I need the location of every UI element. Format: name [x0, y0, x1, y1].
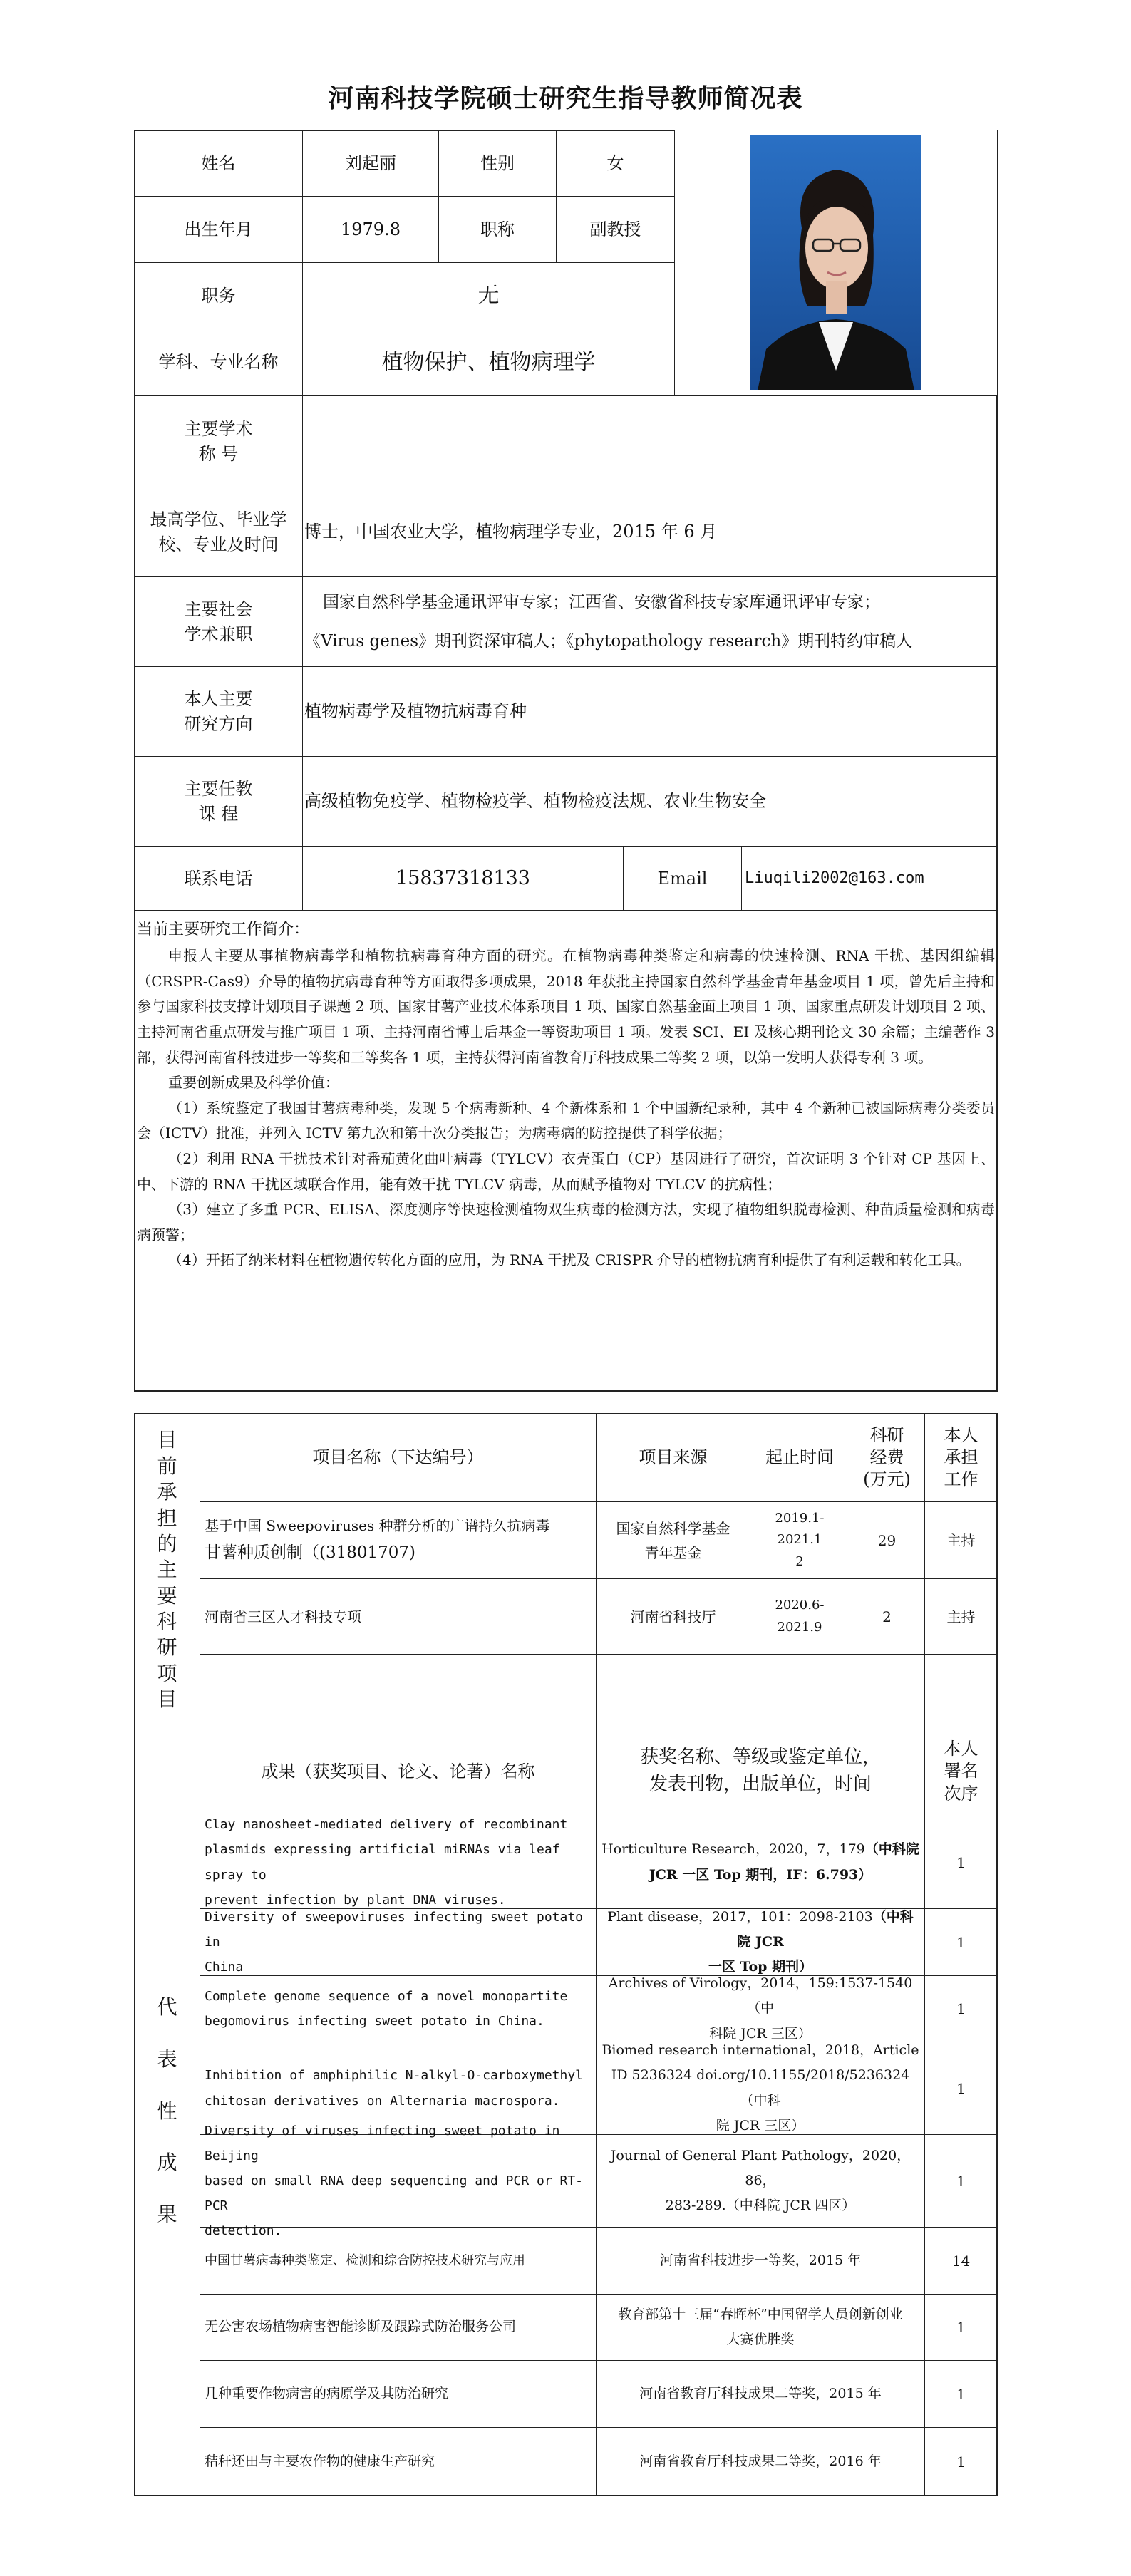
achievement-row-2-name-1: Diversity of sweepoviruses infecting sweet potato in	[205, 1909, 584, 1950]
projects-header-role-3: 工作	[944, 1469, 978, 1490]
gender-value: 女	[557, 130, 675, 197]
project-row-2-role: 主持	[925, 1579, 997, 1655]
project-row-1-role: 主持	[925, 1502, 997, 1579]
social-line-1: 国家自然科学基金通讯评审专家；江西省、安徽省科技专家库通讯评审专家；	[323, 593, 880, 612]
project-row-3-name	[200, 1655, 597, 1727]
project-row-1-period	[750, 1502, 849, 1579]
achievements-side-label	[135, 1727, 200, 2495]
courses-label	[135, 757, 303, 847]
project-row-3-role	[925, 1655, 997, 1727]
projects-header-role-1: 本人	[944, 1424, 978, 1445]
achievements-side-char-4: 果	[157, 2203, 177, 2227]
projects-header-name: 项目名称（下达编号）	[200, 1414, 597, 1502]
achievement-row-9-rank: 1	[956, 2453, 966, 2471]
intro-paragraph-3: （1）系统鉴定了我国甘薯病毒种类，发现 5 个病毒新种、4 个新株系和 1 个中国新纪录种，其中 4 个新种已被国际病毒分类委员会（ICTV）批准，并列入 ICTV 第九次和第十次分类报告；为病毒病的防控提供了科学依据；	[137, 1099, 995, 1142]
duty-value: 无	[303, 263, 675, 329]
name-label: 姓名	[135, 130, 303, 197]
achievements-side-char-3: 成	[157, 2151, 177, 2175]
projects-header-funds-2: 经费	[869, 1447, 904, 1467]
project-row-1-funds: 29	[849, 1502, 925, 1579]
achievement-row-7-source-1: 教育部第十三届“春晖杯”中国留学人员创新创业	[618, 2306, 903, 2322]
academic-title-value	[303, 396, 997, 487]
courses-label-2: 课 程	[198, 803, 239, 824]
degree-label-1: 最高学位、毕业学	[150, 509, 287, 529]
project-row-3-source	[597, 1655, 750, 1727]
achievement-row-2-source-1: Plant disease，2017，101：2098-2103	[607, 1908, 873, 1925]
achievement-row-7-rank: 1	[925, 2295, 997, 2361]
projects-side-char-7: 科	[157, 1610, 177, 1634]
name-value: 刘起丽	[303, 130, 439, 197]
achievement-row-4-source-3: 院 JCR 三区）	[716, 2117, 805, 2133]
document-title: 河南科技学院硕士研究生指导教师简况表	[328, 83, 803, 113]
achievement-row-9-source: 河南省教育厅科技成果二等奖，2016 年	[597, 2428, 925, 2495]
social-line-2: 《Virus genes》期刊资深审稿人；《phytopathology research》期刊特约审稿人	[304, 631, 913, 651]
project-row-2-source: 河南省科技厅	[597, 1579, 750, 1655]
achievement-row-4-source-1: Biomed research international，2018，Article	[601, 2042, 919, 2059]
discipline-label: 学科、专业名称	[135, 329, 303, 396]
portrait-photo	[750, 135, 921, 390]
achievement-row-1-rank: 1	[925, 1816, 997, 1909]
courses-value: 高级植物免疫学、植物检疫学、植物检疫法规、农业生物安全	[303, 757, 997, 847]
intro-paragraph-1: 申报人主要从事植物病毒学和植物抗病毒育种方面的研究。在植物病毒种类鉴定和病毒的快速检测、RNA 干扰、基因组编辑（CRSPR-Cas9）介导的植物抗病毒育种等方面取得多项成果，2018 年获批主持国家自然科学基金青年基金项目 1 项，曾先后主持和参与国家科技支撑计划项目子课题 2 项、国家甘薯产业技术体系项目 1 项、国家自然基金面上项目 1 项、国家重点研发计划项目 2 项、主持河南省重点研发与推广项目 1 项、主持河南省博士后基金一等资助项目 1 项。发表 SCI、EI 及核心期刊论文 30 余篇；主编著作 3 部，获得河南省科技进步一等奖和三等奖各 1 项，主持获得河南省教育厅科技成果二等奖 2 项，以第一发明人获得专利 3 项。	[137, 947, 995, 1066]
achievements-side-char-1: 表	[157, 2047, 177, 2071]
achievements-side-char-2: 性	[157, 2099, 177, 2123]
achievement-row-2-rank: 1	[925, 1909, 997, 1976]
intro-section	[134, 913, 998, 1390]
projects-side-char-8: 研	[157, 1635, 177, 1660]
projects-side-char-4: 的	[157, 1531, 177, 1556]
achievement-row-8-name: 几种重要作物病害的病原学及其防治研究	[200, 2361, 597, 2428]
discipline-value: 植物保护、植物病理学	[303, 329, 675, 396]
achievement-row-2-source-line-1	[601, 1905, 920, 1955]
projects-header-source: 项目来源	[597, 1414, 750, 1502]
achievement-row-1-name-3: prevent infection by plant DNA viruses.	[205, 1892, 506, 1908]
degree-value: 博士，中国农业大学，植物病理学专业，2015 年 6 月	[303, 487, 997, 577]
project-row-2-funds: 2	[849, 1579, 925, 1655]
direction-label	[135, 667, 303, 757]
social-label-1: 主要社会	[184, 599, 253, 619]
projects-header-funds-3: (万元)	[863, 1469, 911, 1490]
achievement-row-3-rank: 1	[925, 1976, 997, 2042]
achievement-row-1-source-line-1	[601, 1837, 919, 1862]
birth-value: 1979.8	[303, 197, 439, 263]
projects-header-role	[925, 1414, 997, 1502]
achievement-row-3-name	[200, 1976, 597, 2042]
intro-paragraph-5: （3）建立了多重 PCR、ELISA、深度测序等快速检测植物双生病毒的检测方法，实现了植物组织脱毒检测、种苗质量检测和病毒病预警；	[137, 1201, 995, 1243]
birth-label: 出生年月	[135, 197, 303, 263]
achievement-row-7-name: 无公害农场植物病害智能诊断及跟踪式防治服务公司	[200, 2295, 597, 2361]
projects-side-char-2: 承	[157, 1480, 177, 1504]
achievements-header-source-2: 发表刊物，出版单位，时间	[649, 1774, 872, 1795]
achievements-side-char-0: 代	[157, 1995, 177, 2019]
achievement-row-6-source: 河南省科技进步一等奖，2015 年	[597, 2228, 925, 2295]
intro-paragraph-6: （4）开拓了纳米材料在植物遗传转化方面的应用，为 RNA 干扰及 CRISPR 介导的植物抗病育种提供了有利运载和转化工具。	[168, 1251, 971, 1269]
social-value	[303, 577, 997, 667]
degree-label-2: 校、专业及时间	[158, 534, 279, 554]
achievement-row-2-name-2: China	[205, 1960, 244, 1975]
academic-title-label-2: 称 号	[198, 443, 239, 464]
achievement-row-2-name	[200, 1909, 597, 1976]
pa-table-body	[135, 1414, 997, 2495]
phone-label: 联系电话	[135, 847, 303, 911]
project-row-1-period-1: 2019.1-2021.1	[775, 1510, 825, 1548]
email-value: Liuqili2002@163.com	[745, 869, 924, 888]
project-row-1-name-2: 甘薯种质创制（(31801707)	[205, 1543, 416, 1562]
achievements-header-name: 成果（获奖项目、论文、论著）名称	[200, 1727, 597, 1816]
social-label-2: 学术兼职	[184, 624, 253, 644]
achievement-row-7-source-2: 大赛优胜奖	[726, 2332, 795, 2347]
achievement-row-6-name: 中国甘薯病毒种类鉴定、检测和综合防控技术研究与应用	[200, 2228, 597, 2295]
intro-paragraph-4: （2）利用 RNA 干扰技术针对番茄黄化曲叶病毒（TYLCV）衣壳蛋白（CP）基因进行了研究，首次证明 3 个针对 CP 基因上、中、下游的 RNA 干扰区域联合作用，能有效干扰 TYLCV 病毒，从而赋予植物对 TYLCV 的抗病性；	[137, 1149, 995, 1193]
academic-title-label	[135, 396, 303, 487]
projects-side-char-10: 目	[157, 1687, 177, 1712]
projects-side-char-5: 主	[157, 1558, 177, 1582]
achievement-row-2-source	[597, 1909, 925, 1976]
courses-label-1: 主要任教	[184, 778, 253, 799]
project-row-1-period-2: 2	[795, 1553, 804, 1569]
achievement-row-1-name-2: plasmids expressing artificial miRNAs via leaf spray to	[205, 1842, 560, 1883]
projects-header-funds	[849, 1414, 925, 1502]
project-row-2-name: 河南省三区人才科技专项	[200, 1579, 597, 1655]
project-row-1-name-1: 基于中国 Sweepoviruses 种群分析的广谱持久抗病毒	[205, 1516, 550, 1534]
achievements-header-source-1: 获奖名称、等级或鉴定单位，	[639, 1747, 881, 1769]
achievement-row-3-source	[597, 1976, 925, 2042]
project-row-1-name	[200, 1502, 597, 1579]
intro-paragraph-2: 重要创新成果及科学价值：	[168, 1074, 339, 1092]
academic-title-label-1: 主要学术	[184, 418, 253, 439]
achievement-row-3-source-1: Archives of Virology，2014，159:1537-1540（中	[608, 1975, 913, 2017]
achievement-row-3-name-2: begomovirus infecting sweet potato in China.	[205, 2014, 544, 2029]
project-row-3-funds	[849, 1655, 925, 1727]
photo-cell	[675, 130, 997, 396]
achievement-row-6-rank: 14	[925, 2228, 997, 2295]
achievement-row-2-source-bold: （中科院 JCR	[737, 1908, 914, 1950]
profile-table-body	[135, 130, 997, 911]
project-row-1-source-2: 青年基金	[644, 1543, 702, 1561]
achievement-row-4-name-1: Inhibition of amphiphilic N-alkyl-O-carboxymethyl	[205, 2068, 584, 2084]
achievement-row-8-source: 河南省教育厅科技成果二等奖，2015 年	[597, 2361, 925, 2428]
achievement-row-1-source-2: JCR 一区 Top 期刊，IF：6.793）	[649, 1866, 872, 1883]
achievement-row-3-name-1: Complete genome sequence of a novel monopartite	[205, 1988, 568, 2004]
projects-side-char-1: 前	[157, 1454, 177, 1478]
achievement-row-7-source	[597, 2295, 925, 2361]
social-label	[135, 577, 303, 667]
projects-header-period: 起止时间	[750, 1414, 849, 1502]
projects-side-char-3: 担	[157, 1506, 177, 1530]
achievement-row-3-source-2: 科院 JCR 三区）	[709, 2025, 812, 2042]
achievement-row-5-source-1: Journal of General Plant Pathology，2020，86，	[610, 2147, 911, 2188]
achievement-row-1-name	[200, 1816, 597, 1909]
intro-heading: 当前主要研究工作简介：	[137, 921, 310, 938]
rank-value: 副教授	[557, 197, 675, 263]
project-row-1-source-1: 国家自然科学基金	[616, 1519, 730, 1537]
projects-side-char-0: 目	[157, 1428, 177, 1452]
achievements-header-rank-1: 本人	[944, 1739, 978, 1759]
gender-label: 性别	[439, 130, 557, 197]
project-row-3-period	[750, 1655, 849, 1727]
achievement-row-5-source-2: 283-289.（中科院 JCR 四区）	[665, 2198, 856, 2214]
phone-value: 15837318133	[303, 847, 624, 911]
rank-label: 职称	[439, 197, 557, 263]
projects-side-char-9: 项	[157, 1661, 177, 1685]
achievements-header-rank-2: 署名	[944, 1761, 978, 1781]
direction-label-1: 本人主要	[184, 688, 253, 709]
email-label: Email	[624, 847, 742, 911]
project-row-1-source	[597, 1502, 750, 1579]
duty-label: 职务	[135, 263, 303, 329]
projects-side-char-6: 要	[157, 1583, 177, 1608]
projects-side-label	[135, 1414, 200, 1727]
achievement-row-5-name	[200, 2123, 597, 2239]
achievement-row-4-name-2: chitosan derivatives on Alternaria macrospora.	[205, 2093, 560, 2109]
achievement-row-2-source-2: 一区 Top 期刊）	[708, 1959, 813, 1975]
projects-header-role-2: 承担	[944, 1447, 978, 1467]
project-row-2-period: 2020.6-2021.9	[750, 1579, 849, 1655]
achievement-row-8-rank: 1	[925, 2361, 997, 2428]
achievement-row-1-source	[597, 1816, 925, 1909]
direction-label-2: 研究方向	[184, 713, 253, 734]
achievements-header-source	[597, 1727, 925, 1816]
achievement-row-4-rank: 1	[925, 2042, 997, 2135]
achievement-row-5-source	[597, 2135, 925, 2228]
achievement-row-5-rank: 1	[925, 2135, 997, 2228]
degree-label	[135, 487, 303, 577]
achievement-row-5-name-2: based on small RNA deep sequencing and PCR or RT-PCR	[205, 2173, 584, 2214]
achievements-header-rank-3: 次序	[944, 1783, 978, 1804]
achievement-row-5-name-1: Diversity of viruses infecting sweet potato in Beijing	[205, 2123, 560, 2163]
achievement-row-1-source-1: Horticulture Research，2020，7，179	[601, 1841, 865, 1858]
achievement-row-1-source-bold: （中科院	[864, 1841, 919, 1858]
achievement-row-5-name-3: detection.	[205, 2223, 282, 2239]
achievements-header-rank	[925, 1727, 997, 1816]
achievement-row-4-source	[597, 2042, 925, 2135]
direction-value: 植物病毒学及植物抗病毒育种	[303, 667, 997, 757]
projects-header-funds-1: 科研	[869, 1424, 904, 1445]
achievement-row-1-name-1: Clay nanosheet-mediated delivery of recombinant	[205, 1817, 568, 1833]
achievement-row-9-name: 秸秆还田与主要农作物的健康生产研究	[200, 2428, 597, 2495]
achievement-row-4-source-2: ID 5236324 doi.org/10.1155/2018/5236324（中科	[611, 2067, 910, 2109]
